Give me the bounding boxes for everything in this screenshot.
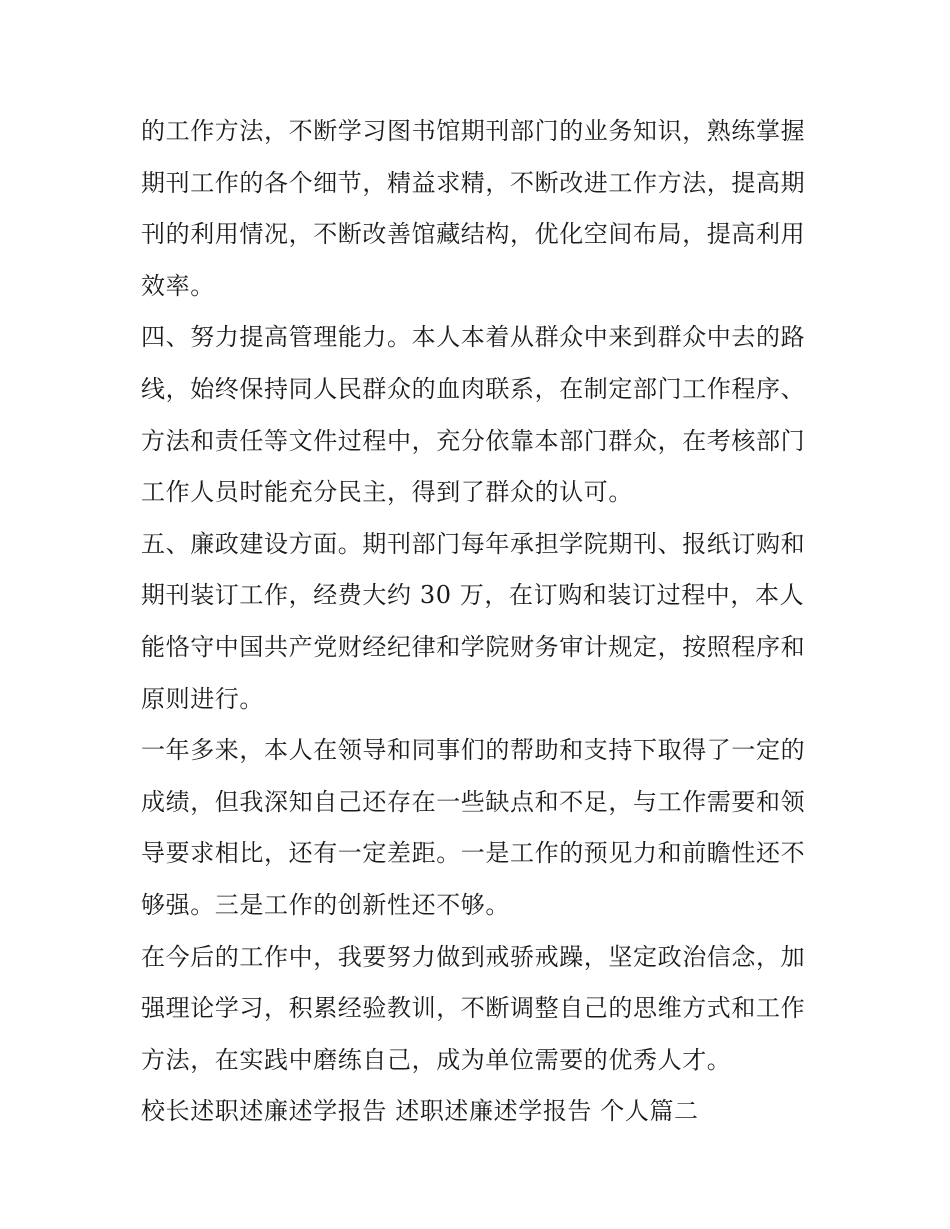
text-line: 够强。三是工作的创新性还不够。 — [141, 890, 510, 919]
text-line: 的工作方法，不断学习图书馆期刊部门的业务知识，熟练掌握 — [141, 117, 806, 145]
section-heading-five: 五、廉政建设方面。期刊部门每年承担学院期刊、报纸订购和 — [141, 529, 806, 558]
text-line: 期刊装订工作，经费大约 30 万，在订购和装订过程中，本人 — [141, 581, 805, 610]
text-line: 方法，在实践中磨练自己，成为单位需要的优秀人才。 — [141, 1045, 732, 1074]
text-line: 在今后的工作中，我要努力做到戒骄戒躁，坚定政治信念，加 — [141, 942, 806, 971]
text-line: 强理论学习，积累经验教训，不断调整自己的思维方式和工作 — [141, 994, 806, 1023]
document-body — [141, 106, 813, 1138]
text-line: 原则进行。 — [141, 684, 264, 713]
text-line: 导要求相比，还有一定差距。一是工作的预见力和前瞻性还不 — [141, 839, 806, 868]
text-line: 刊的利用情况，不断改善馆藏结构，优化空间布局，提高利用 — [141, 220, 806, 249]
text-line: 工作人员时能充分民主，得到了群众的认可。 — [141, 478, 633, 507]
text-line: 能恪守中国共产党财经纪律和学院财务审计规定，按照程序和 — [141, 632, 806, 661]
text-line: 一年多来，本人在领导和同事们的帮助和支持下取得了一定的 — [141, 736, 806, 765]
article-title-line: 校长述职述廉述学报告 述职述廉述学报告 个人篇二 — [141, 1097, 699, 1126]
text-line: 方法和责任等文件过程中，充分依靠本部门群众，在考核部门 — [141, 426, 806, 455]
text-line: 效率。 — [141, 271, 215, 300]
text-line: 期刊工作的各个细节，精益求精，不断改进工作方法，提高期 — [141, 168, 806, 197]
text-line: 线，始终保持同人民群众的血肉联系，在制定部门工作程序、 — [141, 374, 806, 403]
text-line: 成绩，但我深知自己还存在一些缺点和不足，与工作需要和领 — [141, 787, 806, 816]
section-heading-four: 四、努力提高管理能力。本人本着从群众中来到群众中去的路 — [141, 323, 806, 352]
